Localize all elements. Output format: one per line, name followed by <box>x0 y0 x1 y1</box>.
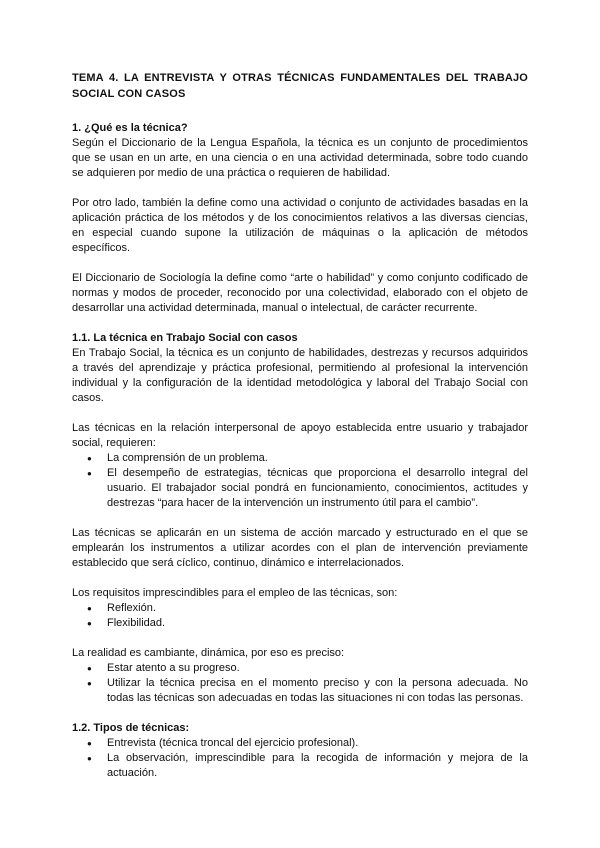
paragraph: Las técnicas en la relación interpersonal de apoyo establecida entre usuario y trabajador social, requieren: <box>72 422 528 449</box>
section-heading-1: 1. ¿Qué es la técnica? <box>72 122 188 134</box>
list-item: ● La observación, imprescindible para la recogida de información y mejora de la actuación. <box>107 751 528 781</box>
section-heading-1-2: 1.2. Tipos de técnicas: <box>72 722 190 734</box>
list-item: ● Estar atento a su progreso. <box>107 661 528 676</box>
bullet-list <box>72 661 528 706</box>
section-heading-1-1: 1.1. La técnica en Trabajo Social con casos <box>72 332 298 344</box>
paragraph: La realidad es cambiante, dinámica, por eso es preciso: <box>72 647 345 659</box>
document-title: TEMA 4. LA ENTREVISTA Y OTRAS TÉCNICAS FUNDAMENTALES DEL TRABAJO SOCIAL CON CASOS <box>72 72 528 100</box>
list-item: ● Flexibilidad. <box>107 616 528 631</box>
list-item: ● Reflexión. <box>107 601 528 616</box>
list-item: ● Entrevista (técnica troncal del ejercicio profesional). <box>107 736 528 751</box>
paragraph: El Diccionario de Sociología la define como “arte o habilidad” y como conjunto codificado de normas y modos de proceder, reconocido por una colectividad, elaborado con el objeto de desarrollar una actividad determinada, manual o intelectual, de carácter recurrente. <box>72 272 528 314</box>
paragraph: Las técnicas se aplicarán en un sistema de acción marcado y estructurado en el que se emplearán los instrumentos a utilizar acordes con el plan de intervención previamente establecido que será cíclico, continuo, dinámico e interrelacionados. <box>72 527 528 569</box>
list-item: ● Utilizar la técnica precisa en el momento preciso y con la persona adecuada. No todas las técnicas son adecuadas en todas las situaciones ni con todas las personas. <box>107 676 528 706</box>
paragraph: En Trabajo Social, la técnica es un conjunto de habilidades, destrezas y recursos adquiridos a través del aprendizaje y práctica profesional, permitiendo al profesional la intervención individual y la configuración de la identidad metodológica y laboral del Trabajo Social con casos. <box>72 347 528 404</box>
document-page <box>72 70 528 781</box>
bullet-list <box>72 451 528 511</box>
bullet-list <box>72 601 528 631</box>
list-item: ● El desempeño de estrategias, técnicas que proporciona el desarrollo integral del usuario. El trabajador social pondrá en funcionamiento, conocimientos, actitudes y destrezas “para hacer de la intervención un instrumento útil para el cambio”. <box>107 466 528 511</box>
paragraph: Por otro lado, también la define como una actividad o conjunto de actividades basadas en la aplicación práctica de los métodos y de los conocimientos relativos a las diversas ciencias, en especial cuando supone la utilización de máquinas o la aplicación de métodos específicos. <box>72 197 528 254</box>
paragraph: Según el Diccionario de la Lengua Española, la técnica es un conjunto de procedimientos que se usan en un arte, en una ciencia o en una actividad determinada, sobre todo cuando se adquieren por medio de una práctica o requieren de habilidad. <box>72 137 528 179</box>
paragraph: Los requisitos imprescindibles para el empleo de las técnicas, son: <box>72 587 398 599</box>
list-item: ● La comprensión de un problema. <box>107 451 528 466</box>
bullet-list <box>72 736 528 781</box>
